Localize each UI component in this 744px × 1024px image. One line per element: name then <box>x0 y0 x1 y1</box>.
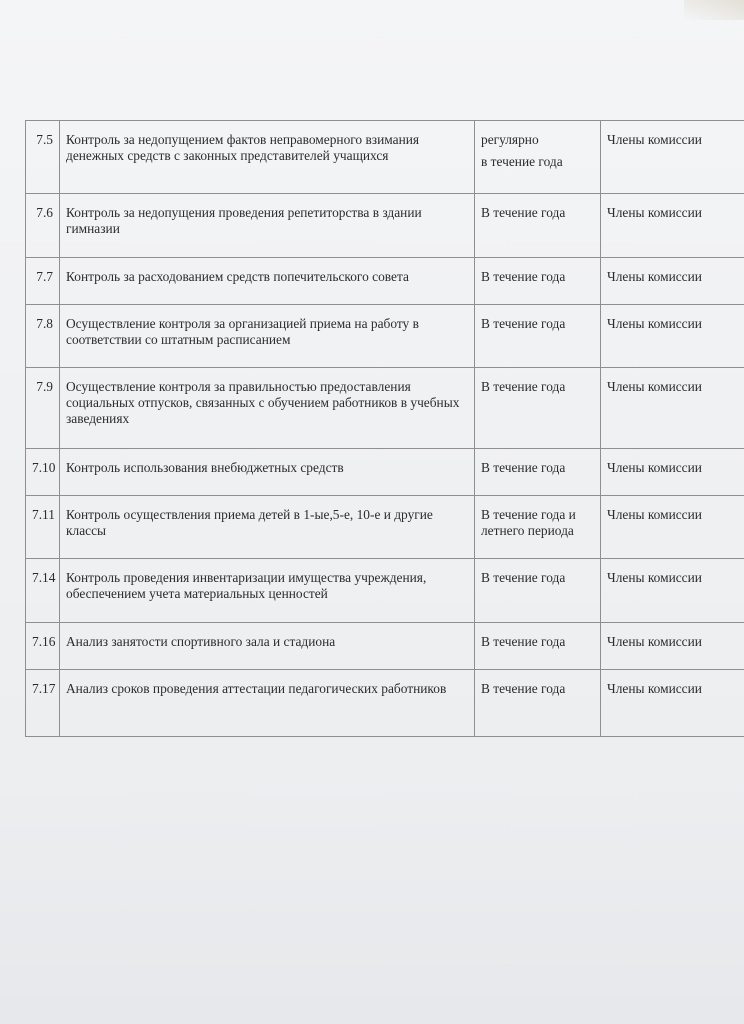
activity-cell: Контроль использования внебюджетных средств <box>60 449 475 496</box>
responsible-cell: Члены комиссии <box>601 496 744 559</box>
activity-cell: Контроль за расходованием средств попечительского совета <box>60 258 475 305</box>
row-number: 7.5 <box>26 121 60 194</box>
term-cell: В течение года <box>475 559 601 623</box>
activity-cell: Осуществление контроля за правильностью предоставления социальных отпусков, связанных с обучением работников в учебных заведениях <box>60 368 475 449</box>
responsible-cell: Члены комиссии <box>601 449 744 496</box>
table-row <box>26 496 744 559</box>
activity-cell: Контроль за недопущения проведения репетиторства в здании гимназии <box>60 194 475 258</box>
table-row <box>26 258 744 305</box>
activity-cell: Анализ занятости спортивного зала и стадиона <box>60 623 475 670</box>
term-cell <box>475 121 601 194</box>
term-cell: В течение года <box>475 194 601 258</box>
table-row <box>26 194 744 258</box>
activity-cell: Контроль за недопущением фактов неправомерного взимания денежных средств с законных представителей учащихся <box>60 121 475 194</box>
page-edge-shadow <box>684 0 744 20</box>
activity-cell: Контроль осуществления приема детей в 1-ые,5-е, 10-е и другие классы <box>60 496 475 559</box>
row-number: 7.7 <box>26 258 60 305</box>
table-row <box>26 559 744 623</box>
row-number: 7.16 <box>26 623 60 670</box>
table-row <box>26 449 744 496</box>
table-row <box>26 305 744 368</box>
term-cell: В течение года и летнего периода <box>475 496 601 559</box>
table-row <box>26 368 744 449</box>
activity-cell: Анализ сроков проведения аттестации педагогических работников <box>60 670 475 737</box>
anticorruption-plan-table <box>25 120 744 737</box>
table-row <box>26 623 744 670</box>
term-cell: В течение года <box>475 258 601 305</box>
term-extra-text: в течение года <box>481 154 563 169</box>
row-number: 7.6 <box>26 194 60 258</box>
responsible-cell: Члены комиссии <box>601 305 744 368</box>
responsible-cell: Члены комиссии <box>601 194 744 258</box>
responsible-cell: Члены комиссии <box>601 368 744 449</box>
row-number: 7.10 <box>26 449 60 496</box>
row-number: 7.8 <box>26 305 60 368</box>
row-number: 7.9 <box>26 368 60 449</box>
activity-cell: Осуществление контроля за организацией приема на работу в соответствии со штатным расписанием <box>60 305 475 368</box>
table-row <box>26 670 744 737</box>
term-cell: В течение года <box>475 670 601 737</box>
term-cell: В течение года <box>475 368 601 449</box>
responsible-cell: Члены комиссии <box>601 258 744 305</box>
responsible-cell: Члены комиссии <box>601 559 744 623</box>
table-row <box>26 121 744 194</box>
term-cell: В течение года <box>475 305 601 368</box>
responsible-cell: Члены комиссии <box>601 121 744 194</box>
row-number: 7.11 <box>26 496 60 559</box>
term-cell: В течение года <box>475 623 601 670</box>
row-number: 7.14 <box>26 559 60 623</box>
activity-cell: Контроль проведения инвентаризации имущества учреждения, обеспечением учета материальных ценностей <box>60 559 475 623</box>
responsible-cell: Члены комиссии <box>601 670 744 737</box>
term-cell: В течение года <box>475 449 601 496</box>
term-text: регулярно <box>481 132 539 147</box>
row-number: 7.17 <box>26 670 60 737</box>
responsible-cell: Члены комиссии <box>601 623 744 670</box>
